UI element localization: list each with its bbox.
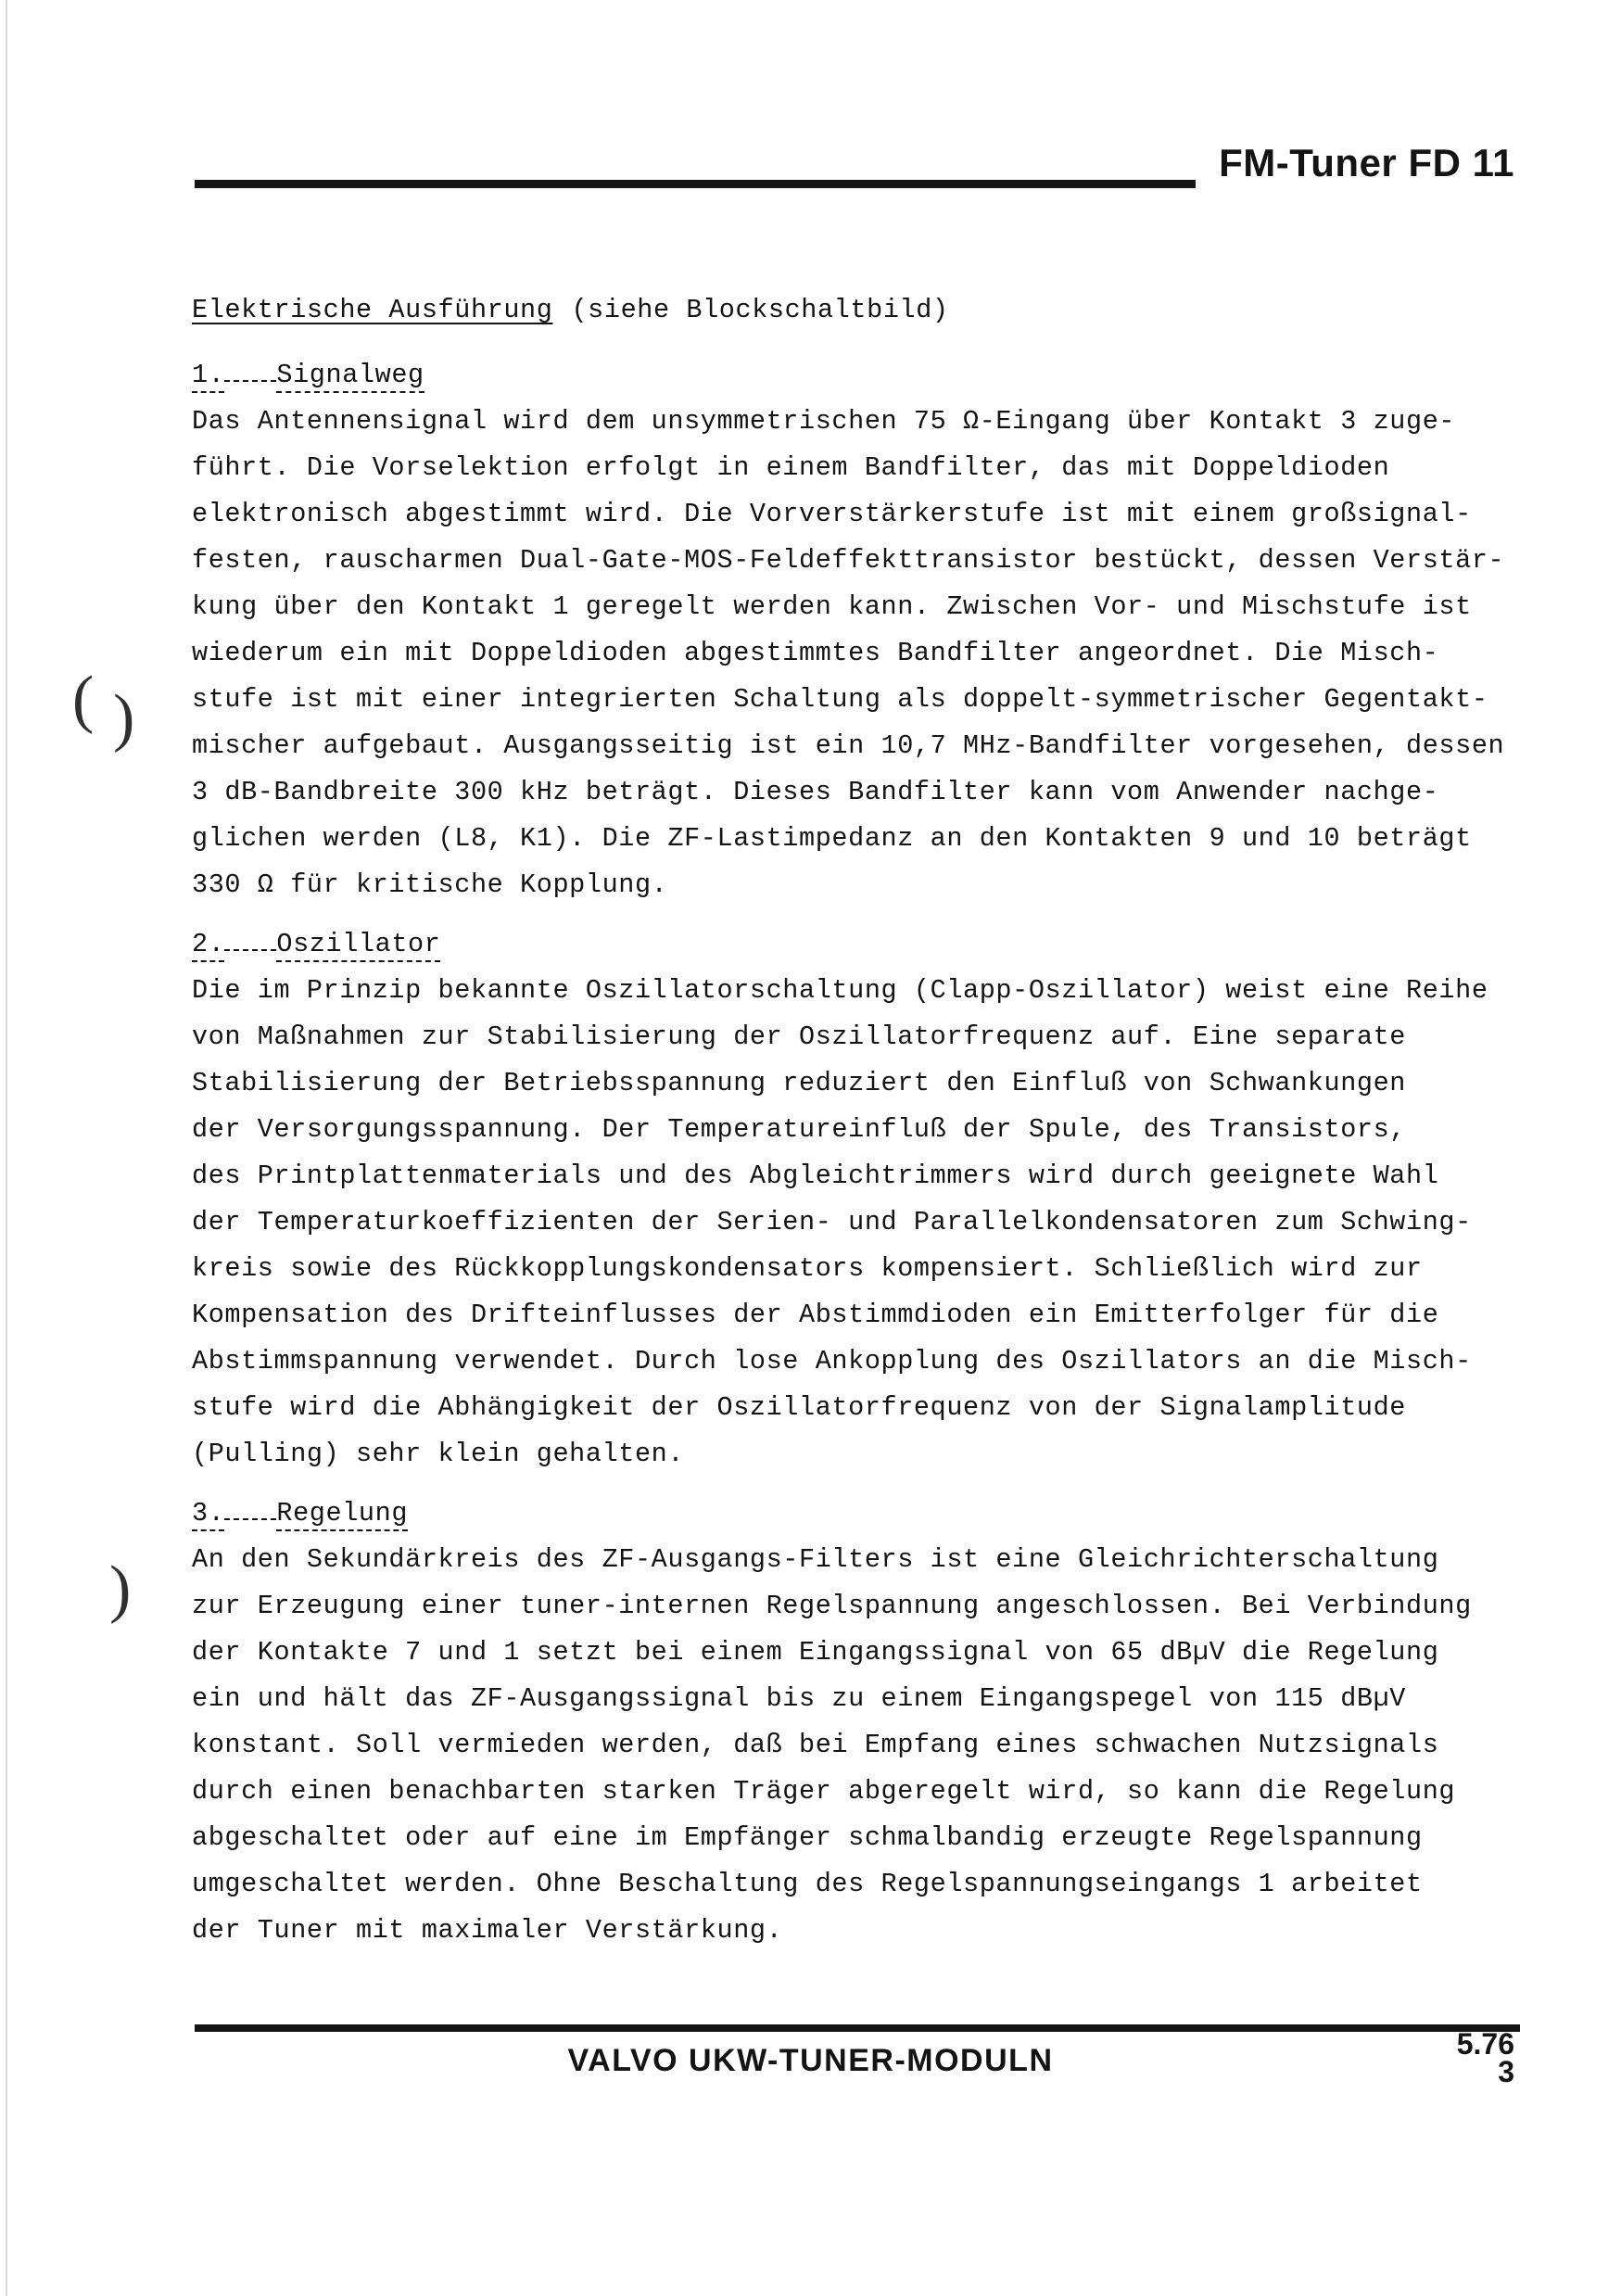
section-heading-regelung: [192, 1490, 1554, 1537]
footer-title: VALVO UKW-TUNER-MODULN: [567, 2043, 1054, 2078]
text-line: Stabilisierung der Betriebsspannung reduziert den Einfluß von Schwankungen: [192, 1068, 1407, 1098]
footer-rule: [195, 2024, 1520, 2032]
main-heading-suffix: (siehe Blockschaltbild): [571, 295, 949, 325]
paragraph-oszillator: [192, 968, 1554, 1478]
text-line: der Kontakte 7 und 1 setzt bei einem Eingangssignal von 65 dBµV die Regelung: [192, 1637, 1439, 1668]
section-number: 2.: [192, 929, 224, 962]
heading-dash-gap: [224, 1517, 276, 1520]
text-line: Kompensation des Drifteinflusses der Abstimmdioden ein Emitterfolger für die: [192, 1300, 1439, 1330]
section-title: Signalweg: [276, 360, 424, 393]
text-line: An den Sekundärkreis des ZF-Ausgangs-Filters ist eine Gleichrichterschaltung: [192, 1544, 1439, 1575]
text-line: des Printplattenmaterials und des Abgleichtrimmers wird durch geeignete Wahl: [192, 1161, 1439, 1191]
text-line: 330 Ω für kritische Kopplung.: [192, 869, 668, 900]
text-line: abgeschaltet oder auf eine im Empfänger schmalbandig erzeugte Regelspannung: [192, 1822, 1423, 1853]
paragraph-regelung: [192, 1537, 1554, 1954]
text-line: Die im Prinzip bekannte Oszillatorschaltung (Clapp-Oszillator) weist eine Reihe: [192, 975, 1488, 1006]
text-line: zur Erzeugung einer tuner-internen Regelspannung angeschlossen. Bei Verbindung: [192, 1591, 1472, 1621]
paragraph-signalweg: [192, 399, 1554, 908]
section-number: 3.: [192, 1498, 224, 1531]
text-line: Das Antennensignal wird dem unsymmetrischen 75 Ω-Eingang über Kontakt 3 zuge-: [192, 406, 1456, 437]
text-line: glichen werden (L8, K1). Die ZF-Lastimpedanz an den Kontakten 9 und 10 beträgt: [192, 823, 1472, 854]
text-line: ein und hält das ZF-Ausgangssignal bis zu einem Eingangspegel von 115 dBµV: [192, 1683, 1407, 1714]
text-line: der Tuner mit maximaler Verstärkung.: [192, 1915, 783, 1946]
text-line: stufe ist mit einer integrierten Schaltung als doppelt-symmetrischer Gegentakt-: [192, 684, 1488, 715]
text-line: wiederum ein mit Doppeldioden abgestimmtes Bandfilter angeordnet. Die Misch-: [192, 638, 1439, 668]
text-line: der Versorgungsspannung. Der Temperatureinfluß der Spule, des Transistors,: [192, 1114, 1407, 1145]
page-edge-shadow: [6, 0, 7, 2296]
text-line: führt. Die Vorselektion erfolgt in einem Bandfilter, das mit Doppeldioden: [192, 452, 1390, 483]
text-line: durch einen benachbarten starken Träger abgeregelt wird, so kann die Regelung: [192, 1776, 1456, 1807]
main-heading: [192, 287, 1554, 334]
section-heading-oszillator: [192, 921, 1554, 968]
section-number: 1.: [192, 360, 224, 393]
text-line: umgeschaltet werden. Ohne Beschaltung des Regelspannungseingangs 1 arbeitet: [192, 1869, 1423, 1899]
header-rule: [195, 180, 1196, 188]
text-line: von Maßnahmen zur Stabilisierung der Oszillatorfrequenz auf. Eine separate: [192, 1021, 1407, 1052]
section-heading-signalweg: [192, 352, 1554, 399]
text-line: Abstimmspannung verwendet. Durch lose Ankopplung des Oszillators an die Misch-: [192, 1346, 1472, 1376]
text-line: mischer aufgebaut. Ausgangsseitig ist ein 10,7 MHz-Bandfilter vorgesehen, dessen: [192, 730, 1505, 761]
text-line: 3 dB-Bandbreite 300 kHz beträgt. Dieses Bandfilter kann vom Anwender nachge-: [192, 777, 1439, 807]
text-line: stufe wird die Abhängigkeit der Oszillatorfrequenz von der Signalamplitude: [192, 1392, 1407, 1423]
text-line: konstant. Soll vermieden werden, daß bei Empfang eines schwachen Nutzsignals: [192, 1730, 1439, 1760]
text-line: kreis sowie des Rückkopplungskondensators kompensiert. Schließlich wird zur: [192, 1253, 1423, 1284]
page-number-block: [1456, 2027, 1514, 2088]
text-line: elektronisch abgestimmt wird. Die Vorverstärkerstufe ist mit einem großsignal-: [192, 499, 1472, 529]
heading-dash-gap: [224, 379, 276, 382]
text-line: festen, rauscharmen Dual-Gate-MOS-Feldeffekttransistor bestückt, dessen Verstär-: [192, 545, 1505, 576]
margin-bracket-mark: (: [72, 664, 95, 735]
header-title: FM-Tuner FD 11: [1219, 141, 1514, 184]
document-body: [192, 287, 1554, 1954]
section-title: Regelung: [276, 1498, 408, 1531]
margin-bracket-mark: ): [113, 682, 135, 754]
text-line: der Temperaturkoeffizienten der Serien- und Parallelkondensatoren zum Schwing-: [192, 1207, 1472, 1237]
page-number: 3: [1498, 2055, 1514, 2088]
page-date: 5.76: [1456, 2027, 1514, 2061]
text-line: (Pulling) sehr klein gehalten.: [192, 1439, 685, 1469]
text-line: kung über den Kontakt 1 geregelt werden kann. Zwischen Vor- und Mischstufe ist: [192, 591, 1472, 622]
section-title: Oszillator: [276, 929, 440, 962]
main-heading-label: Elektrische Ausführung: [192, 295, 553, 325]
margin-bracket-mark: ): [109, 1554, 132, 1625]
heading-dash-gap: [224, 948, 276, 951]
